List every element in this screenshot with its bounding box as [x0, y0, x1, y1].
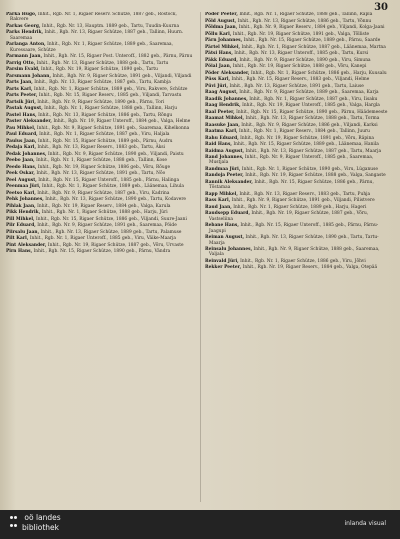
entry-name: Rahu Eduard, — [205, 135, 239, 141]
entry-name: Pehk Johannes, — [6, 197, 44, 203]
register-entry — [205, 173, 393, 178]
register-entry — [6, 87, 194, 92]
entry-name: Pirn Hans, — [6, 249, 33, 255]
register-entry — [205, 90, 393, 95]
register-entry — [6, 113, 194, 118]
right-column — [205, 12, 393, 504]
entry-name: Piirsalu Jaan, — [6, 229, 40, 235]
register-entry — [205, 103, 393, 108]
register-entry — [205, 205, 393, 210]
entry-details: Inhit., Rgb. Nr. 15, Rigaer Post. Unteroff., 1882 geb., Pärnu, Pärnu — [43, 54, 193, 60]
entry-details: Inhit., Rgb. Nr. 1, Rigaer Reserv. Schütze, 1887 geb., Rostock, Rakvere — [10, 12, 177, 23]
entry-details: Inhit., Rgb. Nr. 1, Rigaer Schütze, 1889 geb., Viru, Rakvere, Schütze — [33, 86, 188, 92]
register-entry — [205, 110, 393, 115]
logo-text-line1: oö landes — [24, 513, 61, 522]
viewer-footer — [0, 510, 400, 539]
entry-name: Raal Peeter, — [205, 109, 235, 115]
entry-name: Paulus Jaan, — [6, 138, 37, 144]
entry-details: Inhit., Rgb. Nr. 1, Rigaer Schütze, 1887 geb., Viru, Iisaku — [249, 96, 378, 102]
register-entry — [6, 12, 194, 23]
entry-name: Parlanga Anton, — [6, 42, 46, 48]
entry-details: Inhit., Rgb. Nr. 1, Rigaer Schütze, 1888 geb., Tallinn, Harju — [44, 106, 178, 112]
column-divider — [200, 12, 201, 502]
register-entry — [205, 25, 393, 30]
register-entry — [205, 223, 393, 234]
entry-name: Paul Eduard, — [6, 132, 38, 138]
entry-name: Parts Jaan, — [6, 80, 33, 86]
register-entry — [6, 158, 194, 163]
register-entry — [205, 142, 393, 147]
entry-name: Peebo Jaan, — [6, 158, 35, 164]
entry-details: Inhit., Rgb. Nr. 19, Rigaer Schütze, 1886 geb., Võru, Rõuge — [37, 164, 171, 170]
entry-details: Inhit., Rgb. Nr. 19, Rigaer Schütze, 1888 geb., Võru, Kanepi — [232, 64, 367, 69]
entry-details: Inhit., Rgb. Nr. 13, Rigaer Schütze, 1891 geb., Tartu, Nõo — [36, 171, 166, 177]
entry-name: Parkas Georg, — [6, 23, 41, 29]
entry-details: Inhit., Rgb. Nr. 19, Rigaer Schütze, 1887 geb., Võru, Vastseliina — [209, 211, 369, 222]
register-entry — [6, 165, 194, 170]
entry-details: Inhit., Rgb. Nr. 13, Rigaer Schütze, 1890 geb., Tartu, Kodavere — [45, 197, 187, 203]
register-entry — [205, 155, 393, 166]
register-entry — [205, 97, 393, 102]
register-entry — [6, 191, 194, 196]
register-entry — [205, 149, 393, 154]
register-entry — [205, 38, 393, 43]
entry-details: Inhit., Rgb. Nr. 1, Rigaer Schütze, 1888 geb., Harju, Jüri — [41, 210, 168, 216]
entry-details: Inhit., Rgb. Nr. 1, Rigaer Schütze, 1888 geb., Tallinn, Kose — [36, 158, 167, 164]
entry-name: Raidma August, — [205, 148, 245, 154]
entry-name: Pill Mihkel, — [6, 216, 35, 222]
entry-name: Raag August, — [205, 90, 238, 95]
entry-name: Rannik Aleksander, — [205, 179, 253, 185]
entry-name: Pikk Hendrik, — [6, 210, 41, 216]
register-entry — [205, 265, 393, 270]
entry-name: Peek Oskar, — [6, 171, 35, 177]
register-entry — [6, 152, 194, 157]
entry-details: Inhit., Rgb. Nr. 13, Rigaer Schütze, 1886 geb., Tartu, Võnnu — [237, 18, 372, 24]
register-entry — [205, 211, 393, 222]
entry-name: Reinvald Jüri, — [205, 258, 239, 264]
register-entry — [205, 64, 393, 69]
entry-details: Inhit., Rgb. Nr. 9, Rigaer Schütze, 1889 geb., Saaremaa, Karja — [239, 90, 379, 95]
entry-name: Pärn Johannes, — [205, 38, 243, 43]
entry-details: Inhit., Rgb. Nr. 13, Rigaer Schütze, 1888 geb., Tartu, Torma — [245, 116, 380, 121]
entry-name: Pint Aleksander, — [6, 242, 47, 248]
entry-name: Pilt Karl, — [6, 236, 29, 242]
entry-details: Inhit., Rgb. Nr. 19, Rigaer Schütze, 1891 geb., Võru, Räpina — [240, 135, 375, 141]
register-entry — [205, 19, 393, 24]
entry-name: Põldma Jaan, — [205, 25, 238, 30]
entry-name: Randmaa Jüri, — [205, 166, 241, 172]
entry-details: Inhit., Rgb. Nr. 9, Rigaer Schütze, 1891 geb., Saaremaa, Pöide — [37, 223, 177, 229]
register-entry — [205, 77, 393, 82]
entry-name: Pastak August, — [6, 106, 43, 112]
entry-name: Partsik Jüri, — [6, 99, 36, 105]
entry-name: Pihlak Jaan, — [6, 203, 36, 209]
register-entry — [6, 132, 194, 137]
entry-name: Rand Johannes, — [205, 155, 244, 160]
entry-name: Rass Karl, — [205, 198, 231, 204]
register-entry — [6, 236, 194, 241]
register-entry — [6, 126, 194, 131]
entry-name: Parsmann Johann, — [6, 73, 52, 79]
entry-details: Inhit., Rgb. Nr. 15, Rigaer Schütze, 1889 geb., Läänemaa, Hanila — [233, 142, 379, 147]
register-entry — [205, 198, 393, 203]
register-entry — [6, 30, 194, 41]
entry-details: Inhit., Rgb. Nr. 1, Rigaer Schütze, 1889 geb., Läänemaa, Lihula — [41, 184, 184, 190]
entry-details: Inhit., Rgb. Nr. 19, Rigaer Schütze, 1887 geb., Võru, Urvaste — [47, 242, 184, 248]
entry-details: Inhit., Rgb. Nr. 13, Rigaer Schütze, 1887 geb., Tallinn, Huurn. Saaremaa — [10, 30, 184, 41]
entry-details: Inhit., Rgb. Nr. 15, Rigaer Schütze, 1886 geb., Viljandi, Suure-Jaani — [36, 216, 187, 222]
register-entry — [6, 67, 194, 72]
register-entry — [6, 223, 194, 228]
entry-name: Rebane Hans, — [205, 223, 239, 229]
entry-details: Inhit., Rgb. Nr. 1, Rigaer Schütze, 1887 geb., Läänemaa, Martna — [241, 44, 386, 50]
entry-name: Raadik Johannes, — [205, 96, 248, 102]
entry-name: Parts Peeter, — [6, 93, 38, 99]
entry-name: Paster Aleksander, — [6, 119, 52, 125]
entry-name: Reiman August, — [205, 235, 245, 241]
page-number: 30 — [374, 2, 388, 13]
entry-name: Raid Hans, — [205, 142, 232, 147]
register-entry — [6, 230, 194, 235]
entry-details: Inhit., Rgb. Nr. 9, Rigaer Schütze, 1890 geb., Viljandi, Paistu — [48, 151, 184, 157]
register-entry — [205, 12, 393, 17]
entry-details: Inhit., Rgb. Nr. 15, Rigaer Reserv., 1883 geb., Viljandi, Helme — [231, 77, 370, 82]
register-entry — [6, 197, 194, 202]
register-entry — [6, 243, 194, 248]
entry-details: Inhit., Rgb. Nr. 13, Rigaer Reserv., 1883 geb., Tartu, Puhja — [239, 191, 371, 197]
entry-name: Raag Hendrik, — [205, 103, 241, 108]
entry-details: Inhit., Rgb. Nr. 1, Rigaer Schütze, 1886 geb., Harju, Kuusalu — [250, 70, 387, 76]
register-entry — [205, 71, 393, 76]
entry-details: Inhit., Rgb. Nr. 13, Rigaer Schütze, 1890 geb., Tartu, Tartu-Maarja — [209, 235, 379, 246]
entry-details: Inhit., Rgb. Nr. 9, Rigaer Schütze, 1888 geb., Saaremaa, Valjala — [209, 247, 380, 258]
register-entry — [205, 180, 393, 191]
register-entry — [6, 106, 194, 111]
entry-name: Peel August, — [6, 177, 37, 183]
entry-name: Pau Mihkel, — [6, 125, 36, 131]
register-entry — [6, 145, 194, 150]
entry-details: Inhit., Rgb. Nr. 1, Rigaer Schütze, 1889 geb., Harju, Hageri — [233, 204, 367, 210]
register-entry — [6, 139, 194, 144]
image-credit: inlanda visual — [344, 520, 386, 527]
register-entry — [205, 235, 393, 246]
entry-name: Pedak Johannes, — [6, 151, 47, 157]
register-entry — [205, 192, 393, 197]
register-entry — [6, 61, 194, 66]
entry-details: Inhit., Rgb. Nr. 1, Rigaer Schütze, 1886 geb., Viru, Jõhvi — [240, 258, 366, 264]
register-entry — [205, 136, 393, 141]
entry-details: Inhit., Rgb. Nr. 9, Rigaer Schütze, 1890 geb., Viru, Simuna — [239, 57, 371, 63]
register-entry — [205, 129, 393, 134]
library-logo[interactable] — [10, 514, 61, 532]
register-entry — [6, 217, 194, 222]
entry-details: Inhit., Rgb. Nr. 13, Rigaer Unteroff., 1885 geb., Tartu, Kursi — [234, 51, 369, 56]
entry-details: Inhit., Rgb. Nr. 19, Rigaer Unteroff., 1884 geb., Valga, Helme — [53, 119, 191, 125]
entry-details: Inhit., Rgb. Nr. 13, Rigaer Schütze, 1887 geb., Tartu, Kambja — [34, 80, 171, 86]
register-entry — [205, 45, 393, 50]
entry-details: Inhit., Rgb. Nr. 9, Rigaer Reserv., 1884 geb., Viljandi, Kolga-Jaani — [238, 25, 385, 30]
register-entry — [6, 54, 194, 59]
logo-dots-icon — [10, 514, 20, 524]
entry-details: Inhit., Rgb. Nr. 1, Rigaer Schütze, 1887 geb., Viru, Haljala — [39, 132, 170, 138]
register-entry — [6, 184, 194, 189]
entry-details: Inhit., Rgb. Nr. 1, Rigaer Schütze, 1888 geb., Tallinn, Rapla — [239, 12, 373, 17]
entry-name: Raatma Karl, — [205, 129, 238, 134]
entry-name: Peedo Hans, — [6, 164, 37, 170]
entry-details: Inhit., Rgb. Nr. 9, Rigaer Schütze, 1891 geb., Viljandi, Viljandi — [52, 73, 192, 79]
register-entry — [6, 249, 194, 254]
entry-details: Inhit., Rgb. Nr. 9, Rigaer Schütze, 1891 geb., Viljandi, Pilistvere — [231, 198, 375, 204]
entry-name: Parmann Jaan, — [6, 54, 43, 60]
left-column — [6, 12, 194, 504]
register-entry — [205, 116, 393, 121]
entry-details: Inhit., Rgb. Nr. 9, Rigaer Schütze, 1886 geb., Viljandi, Karksi — [241, 122, 378, 128]
register-entry — [6, 171, 194, 176]
entry-name: Rekker Peeter, — [205, 265, 242, 271]
entry-name: Püvi Jüri, — [205, 83, 229, 89]
entry-details: Inhit., Rgb. Nr. 13, Rigaer Schütze, 1889 geb., Tartu, Palamuse — [40, 229, 182, 235]
entry-name: Pedaja Karl, — [6, 145, 36, 151]
register-entry — [6, 93, 194, 98]
register-entry — [205, 84, 393, 89]
entry-details: Inhit., Rgb. Nr. 1, Rigaer Reserv., 1884 geb., Tallinn, Juuru — [238, 129, 370, 134]
entry-details: Inhit., Rgb. Nr. 9, Rigaer Schütze, 1887 geb., Viru, Kadrina — [37, 190, 170, 196]
entry-name: Pärtel Mihkel, — [205, 44, 241, 50]
entry-name: Piir Eduard, — [6, 223, 36, 229]
register-entry — [205, 167, 393, 172]
entry-name: Põder Peeter, — [205, 12, 238, 17]
register-entry — [6, 74, 194, 79]
entry-details: Inhit., Rgb. Nr. 19, Rigaer Schütze, 1891 geb., Valga, Tõlliste — [232, 31, 370, 37]
entry-details: Inhit., Rgb. Nr. 19, Rigaer Schütze, 1890 geb., Tartu — [41, 67, 158, 73]
entry-details: Inhit., Rgb. Nr. 13, Rigaer Reserv., 1883 geb., Tartu, Äksi — [37, 145, 166, 151]
register-entry — [205, 32, 393, 37]
register-entry — [6, 100, 194, 105]
entry-details: Inhit., Rgb. Nr. 1, Rigaer Schütze, 1889 geb., Saaremaa, Kuressaare, Schütze — [10, 42, 174, 53]
entry-name: Pätsi Hans, — [205, 51, 233, 56]
entry-details: Inhit., Rgb. Nr. 15, Rigaer Unteroff., 1885 geb., Pärnu, Pärnu-Jaagupi — [209, 223, 379, 234]
register-entry — [6, 204, 194, 209]
entry-name: Randoja Peeter, — [205, 173, 244, 179]
register-entry — [6, 24, 194, 29]
entry-details: Inhit., Rgb. Nr. 15, Rigaer Schütze, 1886 geb., Pärnu, Tõstamaa — [209, 179, 374, 191]
entry-details: Inhit., Rgb. Nr. 15, Rigaer Schütze, 1889 geb., Pärnu, Audru — [37, 138, 173, 144]
register-entry — [6, 42, 194, 53]
entry-name: Parsim Evald, — [6, 67, 40, 73]
entry-name: Rapp Mihkel, — [205, 191, 238, 197]
entry-name: Parks Hendrik, — [6, 30, 44, 36]
entry-details: Inhit., Rgb. Nr. 15, Rigaer Reserv., 1885 geb., Viljandi, Tarvastu — [38, 93, 182, 99]
register-entry — [205, 247, 393, 258]
entry-details: Inhit., Rgb. Nr. 13, Rigaer Schütze, 1887 geb., Tartu, Maarja — [245, 148, 382, 154]
entry-details: Inhit., Rgb. Nr. 9, Rigaer Schütze, 1890 geb., Pärnu, Tori — [37, 99, 165, 105]
entry-details: Inhit., Rgb. Nr. 15, Rigaer Schütze, 1890 geb., Pärnu, Häädemeeste — [236, 109, 388, 115]
entry-details: Inhit., Rgb. Nr. 1, Rigaer Unteroff., 1885 geb., Viru, Väike-Maarja — [29, 236, 177, 242]
entry-name: Raud Jaan, — [205, 204, 232, 210]
entry-details: Inhit., Rgb. Nr. 15, Rigaer Schütze, 1890 geb., Pärnu, Vändra — [33, 249, 171, 255]
entry-name: Raasuke Jaan, — [205, 122, 240, 128]
entry-details: Inhit., Rgb. Nr. 13, Rigaer Schütze, 1891 geb., Tartu, Laiuse — [229, 83, 364, 89]
entry-name: Põllu Karl, — [205, 31, 232, 37]
register-entry — [205, 51, 393, 56]
register-entry — [205, 58, 393, 63]
entry-details: Inhit., Rgb. Nr. 19, Rigaer Reserv., 1884 geb., Valga, Karula — [37, 203, 171, 209]
entry-details: Inhit., Rgb. Nr. 19, Rigaer Unteroff., 1885 geb., Valga, Hargla — [242, 103, 380, 108]
entry-details: Inhit., Rgb. Nr. 1, Rigaer Schütze, 1890 geb., Viru, Lüganuse — [241, 166, 378, 172]
entry-name: Pöial Jaan, — [205, 64, 232, 69]
register-entry — [6, 80, 194, 85]
entry-name: Raamat Mihkel, — [205, 116, 245, 121]
entry-name: Põld August, — [205, 18, 237, 24]
register-entry — [6, 119, 194, 124]
entry-name: Parka Hugo, — [6, 12, 37, 17]
entry-name: Pöder Aleksander, — [205, 70, 250, 76]
register-entry — [205, 123, 393, 128]
entry-details: Inhit., Rgb. Nr. 13, Rigaer Schütze, 1886 geb., Tartu, Rõngu — [38, 112, 173, 118]
entry-details: Inhit., Rgb. Nr. 15, Rigaer Schütze, 1889 geb., Pärnu, Saarde — [243, 38, 381, 43]
logo-text-line2: bibliothek — [22, 523, 60, 532]
entry-details: Inhit., Rgb. Nr. 9, Rigaer Schütze, 1891 geb., Saaremaa, Kihelkonna — [36, 125, 190, 131]
entry-details: Inhit., Rgb. Nr. 15, Rigaer Unteroff., 1885 geb., Pärnu, Halinga — [38, 177, 180, 183]
entry-name: Raudsepp Eduard, — [205, 211, 250, 217]
entry-details: Inhit., Rgb. Nr. 19, Rigaer Reserv., 1884 geb., Valga, Otepää — [242, 265, 378, 271]
entry-name: Päkk Eduard, — [205, 57, 238, 63]
register-entry — [6, 178, 194, 183]
entry-name: Parts Karl, — [6, 86, 33, 92]
entry-details: Inhit., Rgb. Nr. 9, Rigaer Unteroff., 1885 geb., Saaremaa, Mustjala — [209, 155, 374, 166]
entry-name: Püss Karl, — [205, 77, 231, 82]
entry-name: Pastel Hans, — [6, 112, 37, 118]
entry-name: Peetso Karl, — [6, 190, 36, 196]
entry-details: Inhit., Rgb. Nr. 13, Rigaer Schütze, 1888 geb., Tartu, Tartu — [36, 60, 169, 66]
register-entry — [205, 259, 393, 264]
entry-details: Inhit., Rgb. Nr. 13, Hauptm. 1889 geb., Tartu, Tuudin-Kuurna — [41, 23, 180, 29]
entry-name: Reinsalu Johannes, — [205, 247, 253, 253]
entry-name: Parrig Otto, — [6, 60, 36, 66]
entry-details: Inhit., Rgb. Nr. 19, Rigaer Schütze, 1888 geb., Valga, Sangaste — [245, 173, 386, 179]
register-entry — [6, 210, 194, 215]
entry-name: Peenmaa Jüri, — [6, 184, 41, 190]
